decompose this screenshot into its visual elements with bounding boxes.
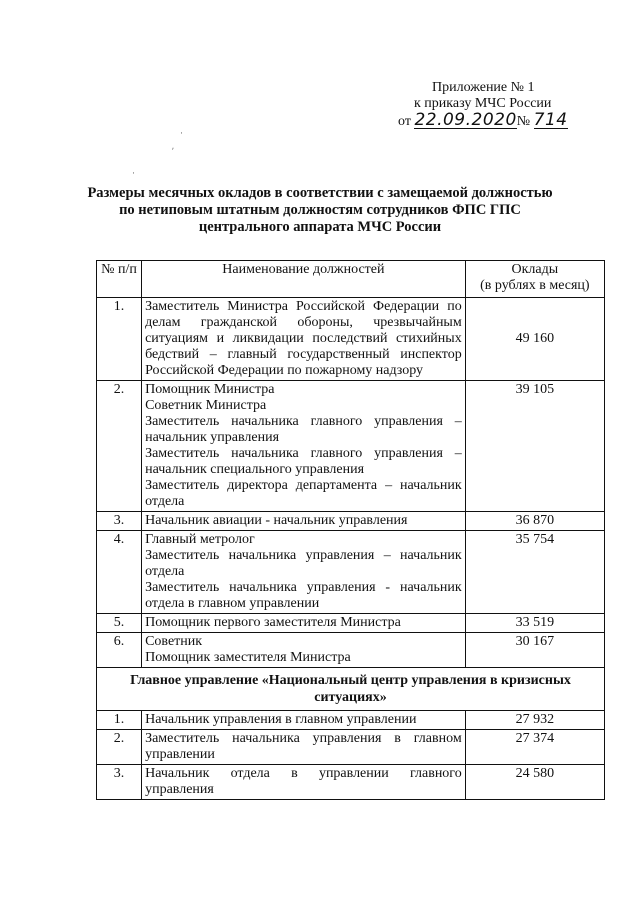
row-number: 4. [97,531,142,614]
row-number: 3. [97,765,142,800]
table-row [97,298,605,381]
table-body [97,298,605,668]
salary-cell: 49 160 [465,298,604,381]
order-date-line [398,112,598,130]
position-title: Заместитель начальника управления в главном управлении [145,731,462,762]
salary-cell: 33 519 [465,614,604,633]
table-row [97,730,605,765]
position-cell [142,711,466,730]
header-position-name: Наименование должностей [142,261,466,298]
section-header-row [97,668,605,711]
position-cell [142,298,466,381]
position-title: Заместитель начальника управления - начальник отдела в главном управлении [145,580,462,611]
salary-cell: 30 167 [465,633,604,668]
row-number: 5. [97,614,142,633]
row-number: 2. [97,381,142,512]
salary-cell: 39 105 [465,381,604,512]
appendix-header [398,80,598,130]
salary-cell: 27 932 [465,711,604,730]
position-cell [142,381,466,512]
table-row [97,381,605,512]
section-title: Главное управление «Национальный центр управления в кризисных ситуациях» [97,668,605,711]
row-number: 3. [97,512,142,531]
section-block [97,668,605,711]
salary-cell: 36 870 [465,512,604,531]
position-cell [142,531,466,614]
salary-cell: 27 374 [465,730,604,765]
position-title: Помощник заместителя Министра [145,650,351,665]
position-cell [142,633,466,668]
table-header-row [97,261,605,298]
document-title: Размеры месячных окладов в соответствии с замещаемой должностью по нетиповым штатным должностям сотрудников ФПС ГПС центрального аппарата МЧС России [87,185,553,235]
position-title: Главный метролог [145,532,255,547]
position-title: Помощник первого заместителя Министра [145,615,401,630]
table-row [97,614,605,633]
position-title: Начальник управления в главном управлении [145,712,417,727]
header-salary-title: Оклады [511,262,559,277]
order-reference: к приказу МЧС России [414,96,552,111]
header-salary-unit: (в рублях в месяц) [480,278,590,293]
position-title: Советник Министра [145,398,267,413]
salary-cell: 35 754 [465,531,604,614]
position-cell [142,512,466,531]
table-row [97,765,605,800]
table-row [97,633,605,668]
table-row [97,711,605,730]
position-title: Заместитель Министра Российской Федерации по делам гражданской обороны, чрезвычайным ситуациям и ликвидации последствий стихийных бедствий – главный государственный инспектор Российской Федерации по пожарному надзору [145,299,462,378]
position-cell [142,765,466,800]
scan-mark: ʹ [172,146,174,156]
position-title: Заместитель начальника главного управления – начальник специального управления [145,446,462,477]
row-number: 1. [97,298,142,381]
position-title: Советник [145,634,203,649]
scan-mark: · [180,128,183,138]
row-number: 2. [97,730,142,765]
salary-table [96,260,605,800]
position-title: Помощник Министра [145,382,275,397]
position-title: Начальник отдела в управлении главного управления [145,766,462,797]
position-cell [142,614,466,633]
scan-mark: · [132,168,135,178]
row-number: 6. [97,633,142,668]
position-title: Заместитель начальника управления – начальник отдела [145,548,462,579]
appendix-number: Приложение № 1 [432,80,535,95]
table-row [97,531,605,614]
row-number: 1. [97,711,142,730]
handwritten-order-number: 714 [533,110,568,130]
position-title: Заместитель начальника главного управления – начальник управления [145,414,462,445]
position-title: Начальник авиации - начальник управления [145,513,408,528]
position-cell [142,730,466,765]
section-table-body [97,711,605,800]
position-title: Заместитель директора департамента – начальник отдела [145,478,462,509]
header-number: № п/п [97,261,142,298]
header-salary [465,261,604,298]
salary-cell: 24 580 [465,765,604,800]
handwritten-date: 22.09.2020 [414,110,517,130]
number-label: № [516,114,531,129]
from-label: от [398,114,411,129]
table-row [97,512,605,531]
